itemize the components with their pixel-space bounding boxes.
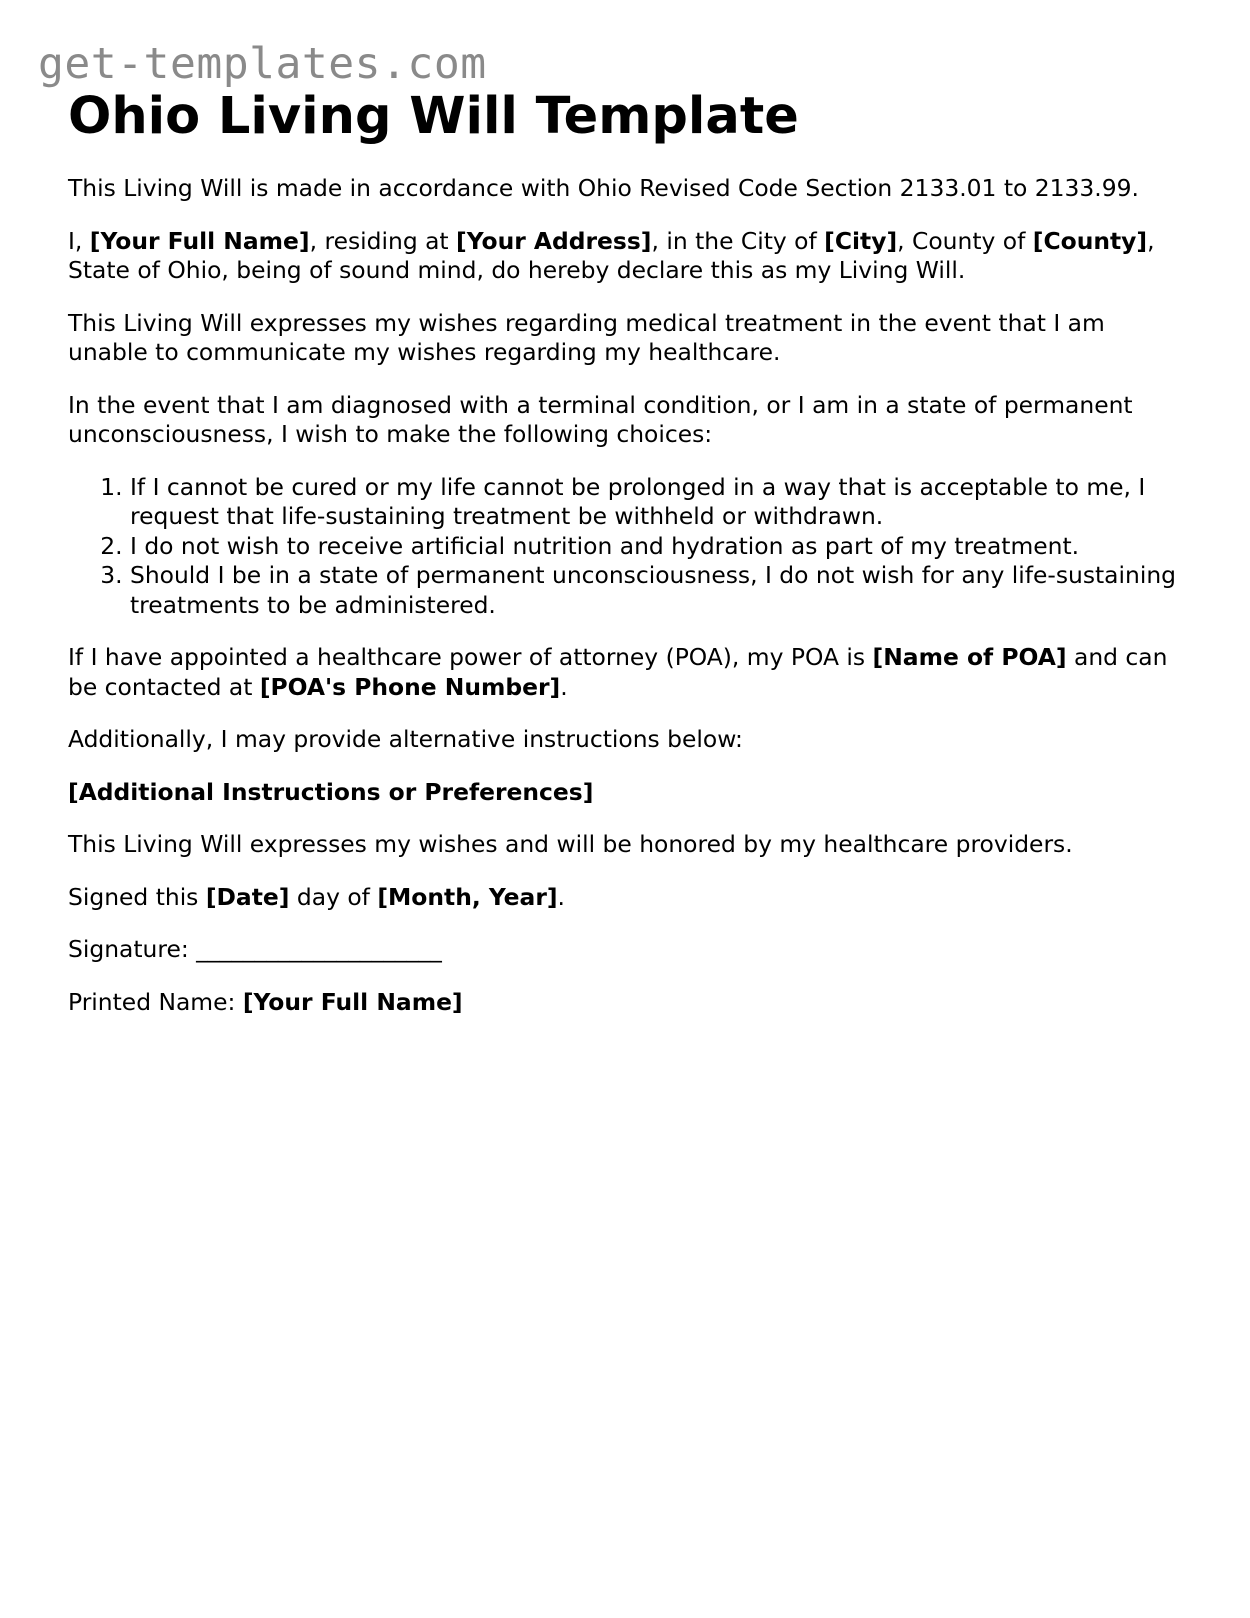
choices-list: [68, 473, 1188, 621]
list-item: 1. If I cannot be cured or my life cannot be prolonged in a way that is acceptable to me, I request that life-sustaining treatment be withheld or withdrawn.: [130, 473, 1188, 532]
declaration-text: , State of Ohio, being of sound mind, do hereby declare this as my Living Will.: [68, 226, 1155, 284]
county-placeholder: [County]: [1032, 226, 1148, 255]
signature-blank: _____________________: [196, 935, 442, 963]
additional-instructions-placeholder: [Additional Instructions or Preferences]: [68, 777, 594, 806]
honored-paragraph: This Living Will expresses my wishes and will be honored by my healthcare providers.: [68, 830, 1073, 858]
poa-phone-placeholder: [POA's Phone Number]: [259, 672, 561, 701]
declaration-paragraph: [68, 227, 1188, 286]
declaration-text: , in the City of: [651, 226, 825, 255]
date-placeholder: [Date]: [205, 882, 290, 911]
intro-paragraph: This Living Will is made in accordance with Ohio Revised Code Section 2133.01 to 2133.99.: [68, 174, 1139, 202]
printed-name-label: Printed Name:: [68, 987, 243, 1016]
declaration-text: , residing at: [309, 226, 457, 255]
signature-label: Signature:: [68, 935, 197, 963]
poa-text: .: [560, 672, 568, 701]
poa-text: and can be contacted at: [68, 643, 1168, 701]
signed-text: Signed this: [68, 882, 206, 911]
declaration-text: , County of: [897, 226, 1033, 255]
full-name-placeholder: [Your Full Name]: [89, 226, 310, 255]
signature-line: [68, 935, 1188, 965]
address-placeholder: [Your Address]: [456, 226, 652, 255]
signed-text: day of: [289, 882, 378, 911]
watermark: get-templates.com: [38, 39, 487, 89]
poa-paragraph: [68, 643, 1188, 702]
purpose-paragraph: This Living Will expresses my wishes regarding medical treatment in the event that I am unable to communicate my wishes regarding my healthcare.: [68, 308, 1105, 366]
signed-paragraph: [68, 883, 1188, 913]
signed-text: .: [557, 882, 565, 911]
declaration-text: I,: [68, 226, 90, 255]
poa-name-placeholder: [Name of POA]: [872, 643, 1067, 671]
month-year-placeholder: [Month, Year]: [377, 882, 558, 911]
printed-name-line: [68, 988, 1188, 1018]
document: [68, 86, 1188, 1017]
alternative-paragraph: Additionally, I may provide alternative instructions below:: [68, 725, 743, 753]
city-placeholder: [City]: [824, 226, 898, 255]
list-item: 3. Should I be in a state of permanent unconsciousness, I do not wish for any life-sustaining treatments to be administered.: [130, 561, 1188, 620]
printed-name-placeholder: [Your Full Name]: [242, 987, 463, 1016]
page-title: Ohio Living Will Template: [68, 87, 799, 146]
list-item: 2. I do not wish to receive artificial nutrition and hydration as part of my treatment.: [130, 532, 1188, 562]
poa-text: If I have appointed a healthcare power of attorney (POA), my POA is: [68, 643, 873, 671]
condition-paragraph: In the event that I am diagnosed with a terminal condition, or I am in a state of permanent unconsciousness, I wish to make the following choices:: [68, 390, 1133, 448]
